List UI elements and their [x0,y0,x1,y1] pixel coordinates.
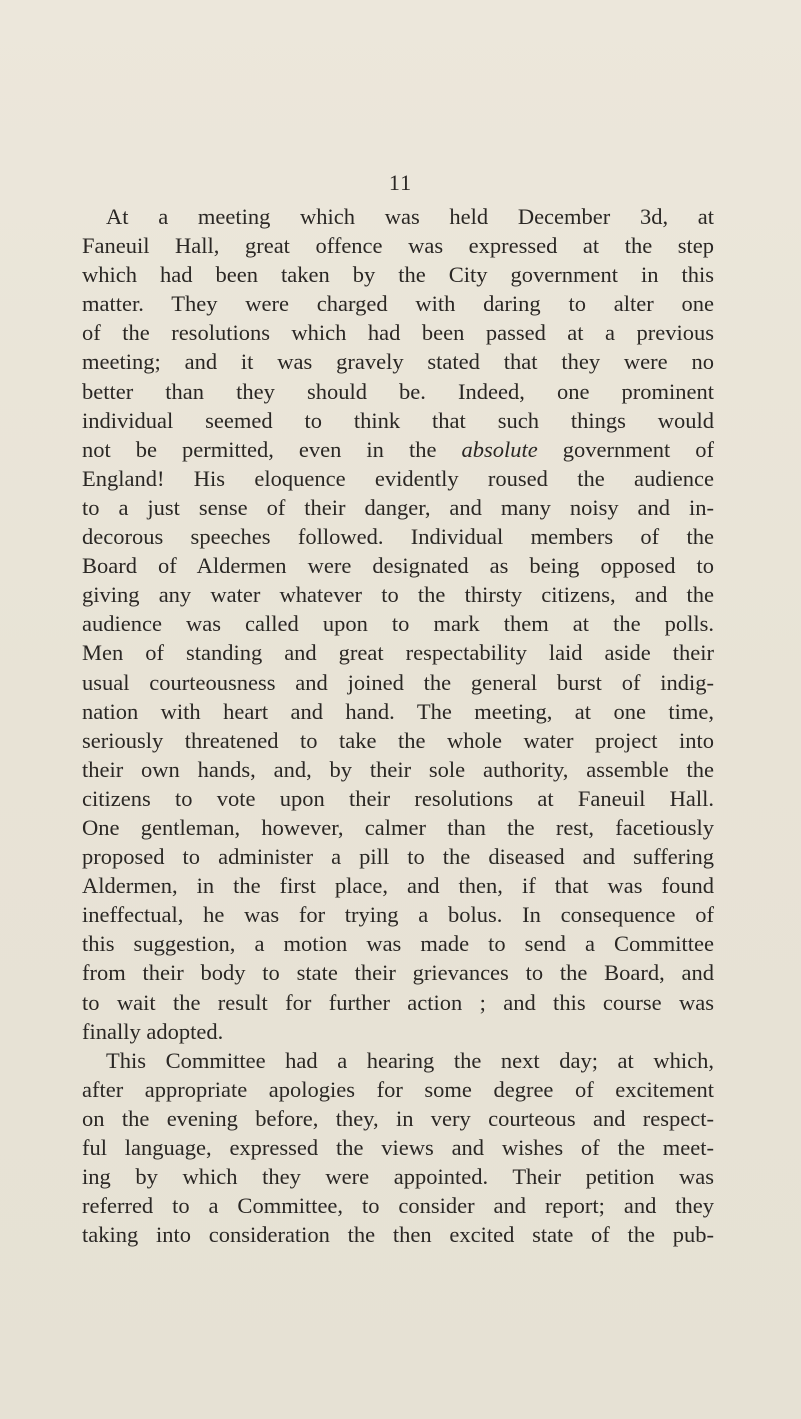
text-line: from their body to state their grievances to the Board, and [82,960,714,986]
text-line [82,435,714,464]
text-line: finally adopted. [82,1018,224,1044]
text-line: taking into consideration the then excited state of the pub- [82,1222,714,1248]
text-line: Board of Aldermen were designated as being opposed to [82,553,714,579]
text-line: Men of standing and great respectability laid aside their [82,640,714,666]
text-line: on the evening before, they, in very courteous and respect- [82,1105,714,1131]
text-line: ing by which they were appointed. Their petition was [82,1164,714,1190]
text-line: usual courteousness and joined the general burst of indig- [82,669,714,695]
text-line: audience was called upon to mark them at the polls. [82,611,714,637]
text-segment: government of [537,436,715,462]
text-line: seriously threatened to take the whole water project into [82,727,714,753]
page-number: 11 [388,170,413,195]
text-line: meeting; and it was gravely stated that they were no [82,349,714,375]
text-line: One gentleman, however, calmer than the rest, facetiously [82,814,714,840]
text-line: better than they should be. Indeed, one prominent [82,378,714,404]
text-line: England! His eloquence evidently roused the audience [82,465,714,491]
text-line: citizens to vote upon their resolutions at Faneuil Hall. [82,785,714,811]
text-line: to wait the result for further action ; and this course was [82,989,714,1015]
text-line: ineffectual, he was for trying a bolus. In consequence of [82,902,714,928]
text-line: referred to a Committee, to consider and report; and they [82,1193,714,1219]
text-line: matter. They were charged with daring to alter one [82,291,714,317]
text-line: nation with heart and hand. The meeting, at one time, [82,698,714,724]
text-line: to a just sense of their danger, and many noisy and in- [82,494,714,520]
text-line: giving any water whatever to the thirsty citizens, and the [82,582,714,608]
text-line: individual seemed to think that such things would [82,407,714,433]
text-line: of the resolutions which had been passed at a previous [82,320,714,346]
italic-word: absolute [461,436,538,462]
body-text [82,202,714,1249]
text-line: ful language, expressed the views and wishes of the meet- [82,1135,714,1160]
text-line: Aldermen, in the first place, and then, if that was found [82,873,714,899]
text-line: This Committee had a hearing the next day; at which, [106,1047,714,1073]
text-line: Faneuil Hall, great offence was expressed at the step [82,233,714,259]
text-line: proposed to administer a pill to the diseased and suffering [82,844,714,870]
text-line: At a meeting which was held December 3d, at [106,204,714,229]
text-line: their own hands, and, by their sole authority, assemble the [82,756,714,782]
text-line: this suggestion, a motion was made to send a Committee [82,931,714,957]
text-line: after appropriate apologies for some degree of excitement [82,1076,714,1102]
text-line: decorous speeches followed. Individual members of the [82,524,714,550]
text-line: which had been taken by the City government in this [82,262,714,288]
text-segment: not be permitted, even in the [82,436,462,462]
